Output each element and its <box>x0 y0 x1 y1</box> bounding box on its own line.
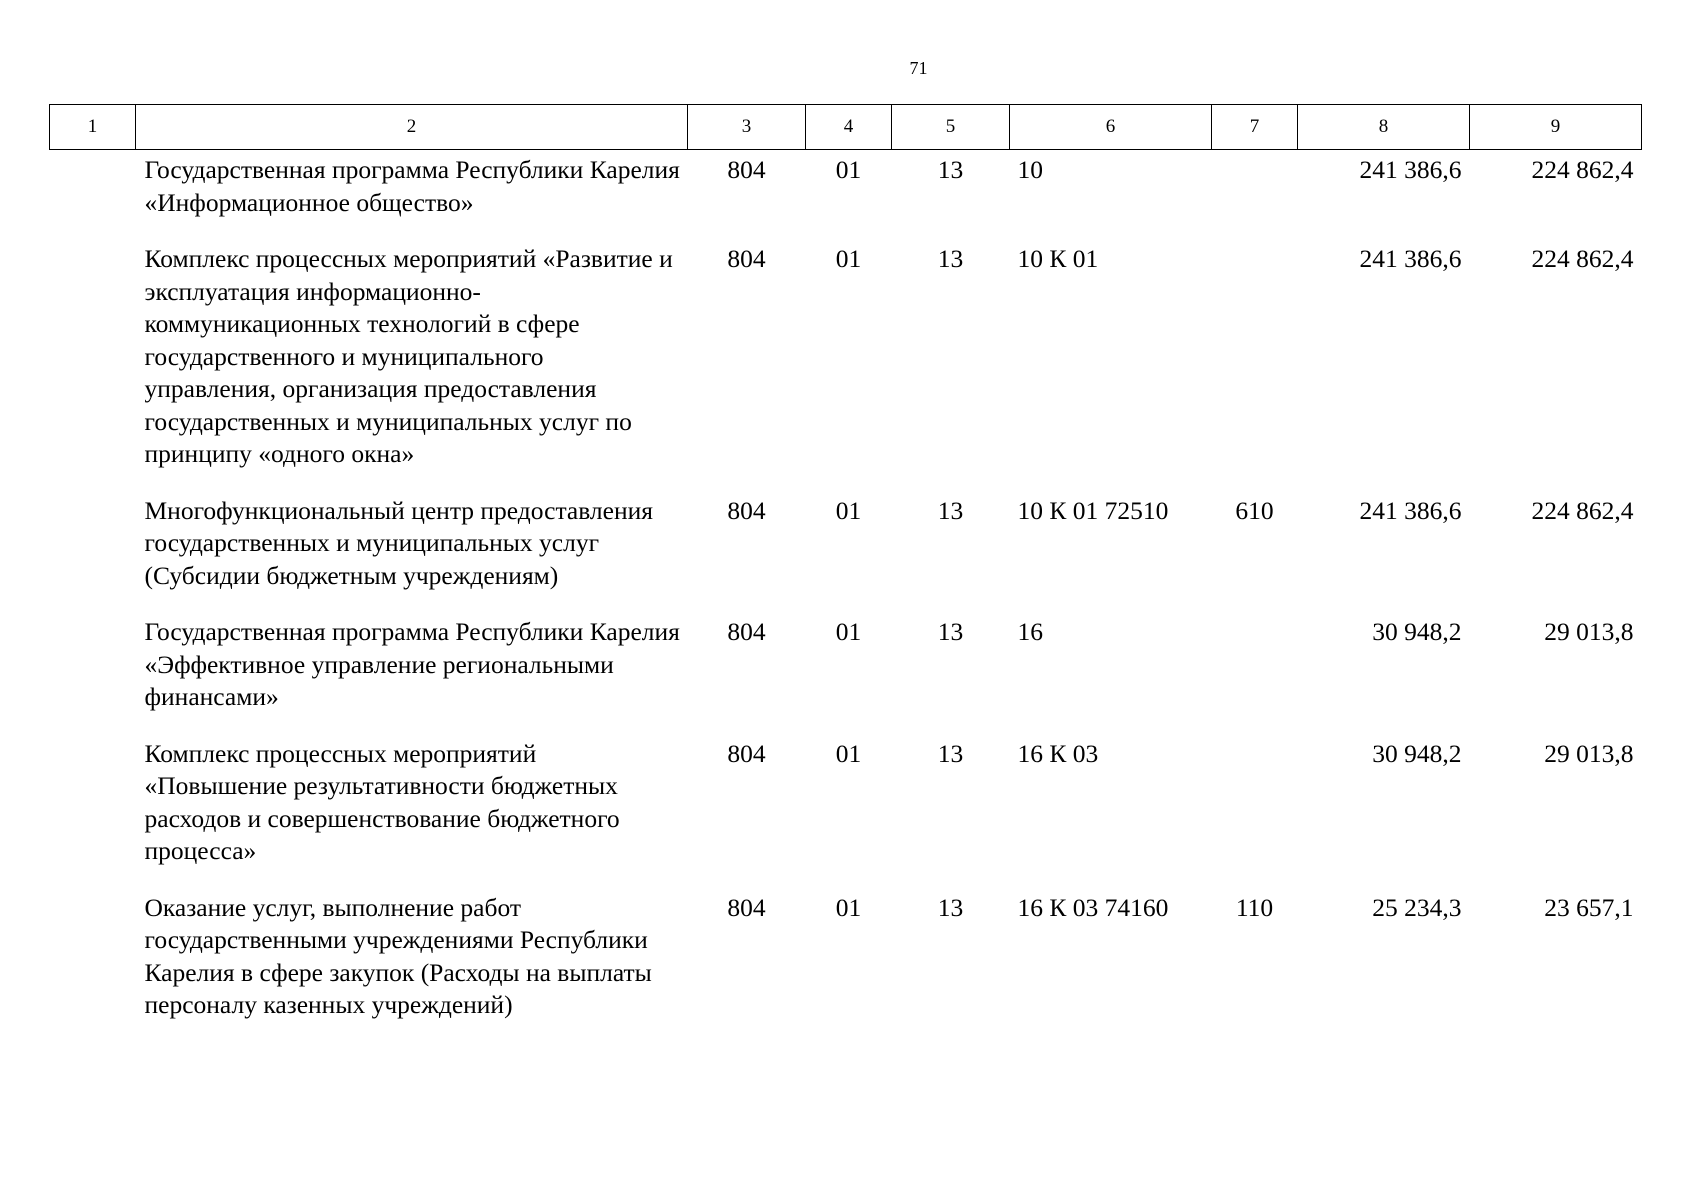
header-col-7: 7 <box>1212 105 1298 150</box>
cell-col3: 804 <box>727 495 766 525</box>
cell-name: Комплекс процессных мероприятий «Развитие и эксплуатация информационно-коммуникационных технологий в сфере государственного и муниципального управления, организация предоставления государственных и муниципальных услуг по принципу «одного окна» <box>144 244 673 468</box>
cell-name: Оказание услуг, выполнение работ государственными учреждениями Республики Карелия в сфере закупок (Расходы на выплаты персоналу казенных учреждений) <box>144 892 652 1019</box>
cell-col1 <box>50 495 136 617</box>
cell-col1 <box>50 243 136 495</box>
cell-col7 <box>1212 150 1298 244</box>
cell-name: Государственная программа Республики Карелия «Эффективное управление региональными финансами» <box>144 617 680 711</box>
cell-col8: 241 386,6 <box>1359 244 1462 273</box>
table-row <box>50 892 1642 1046</box>
cell-col8: 30 948,2 <box>1372 738 1462 768</box>
header-col-1: 1 <box>50 105 136 150</box>
header-col-8: 8 <box>1298 105 1470 150</box>
cell-col3: 804 <box>727 892 766 922</box>
cell-col4: 01 <box>835 892 862 922</box>
cell-col4: 01 <box>835 617 862 646</box>
table-row <box>50 738 1642 892</box>
cell-col5: 13 <box>937 495 964 525</box>
budget-table <box>49 104 1642 1046</box>
cell-col7 <box>1212 243 1298 495</box>
header-col-9: 9 <box>1470 105 1642 150</box>
cell-col3: 804 <box>727 244 766 273</box>
cell-col1 <box>50 738 136 892</box>
table-row <box>50 150 1642 244</box>
cell-col5: 13 <box>937 892 964 922</box>
cell-col9: 224 862,4 <box>1531 244 1634 273</box>
header-col-3: 3 <box>688 105 806 150</box>
cell-col1 <box>50 150 136 244</box>
cell-name: Государственная программа Республики Карелия «Информационное общество» <box>144 155 680 217</box>
table-body <box>50 150 1642 1046</box>
cell-col3: 804 <box>727 617 766 646</box>
cell-col9: 29 013,8 <box>1544 738 1634 768</box>
header-row <box>50 105 1642 150</box>
cell-col5: 13 <box>937 617 964 646</box>
cell-col7: 610 <box>1235 495 1274 525</box>
cell-col6: 16 К 03 74160 <box>1017 892 1169 922</box>
cell-col9: 224 862,4 <box>1531 495 1634 525</box>
cell-col4: 01 <box>835 738 862 768</box>
cell-col3: 804 <box>727 738 766 768</box>
cell-col7 <box>1212 616 1298 738</box>
cell-col6: 16 <box>1017 617 1043 646</box>
cell-col5: 13 <box>937 155 964 184</box>
cell-col5: 13 <box>937 244 964 273</box>
cell-col4: 01 <box>835 155 862 184</box>
table-row <box>50 616 1642 738</box>
header-col-2: 2 <box>136 105 688 150</box>
page-number: 71 <box>909 58 928 78</box>
cell-name: Комплекс процессных мероприятий «Повышение результативности бюджетных расходов и совершенствование бюджетного процесса» <box>144 738 620 865</box>
cell-col9: 29 013,8 <box>1544 617 1634 646</box>
cell-col8: 241 386,6 <box>1359 155 1462 184</box>
cell-col9: 224 862,4 <box>1531 155 1634 184</box>
cell-col1 <box>50 892 136 1046</box>
cell-col8: 25 234,3 <box>1372 892 1462 922</box>
cell-col6: 10 <box>1017 155 1043 184</box>
cell-col5: 13 <box>937 738 964 768</box>
cell-col8: 241 386,6 <box>1359 495 1462 525</box>
cell-name: Многофункциональный центр предоставления государственных и муниципальных услуг (Субсидии бюджетным учреждениям) <box>144 495 653 590</box>
cell-col4: 01 <box>835 244 862 273</box>
cell-col8: 30 948,2 <box>1372 617 1462 646</box>
cell-col4: 01 <box>835 495 862 525</box>
cell-col7 <box>1212 738 1298 892</box>
header-col-4: 4 <box>806 105 892 150</box>
table-row <box>50 495 1642 617</box>
cell-col7: 110 <box>1235 892 1274 922</box>
cell-col1 <box>50 616 136 738</box>
header-col-6: 6 <box>1010 105 1212 150</box>
cell-col3: 804 <box>727 155 766 184</box>
table-row <box>50 243 1642 495</box>
cell-col6: 16 К 03 <box>1017 738 1099 768</box>
cell-col6: 10 К 01 72510 <box>1017 495 1169 525</box>
cell-col9: 23 657,1 <box>1544 892 1634 922</box>
table-header <box>50 105 1642 150</box>
header-col-5: 5 <box>892 105 1010 150</box>
cell-col6: 10 К 01 <box>1017 244 1099 273</box>
